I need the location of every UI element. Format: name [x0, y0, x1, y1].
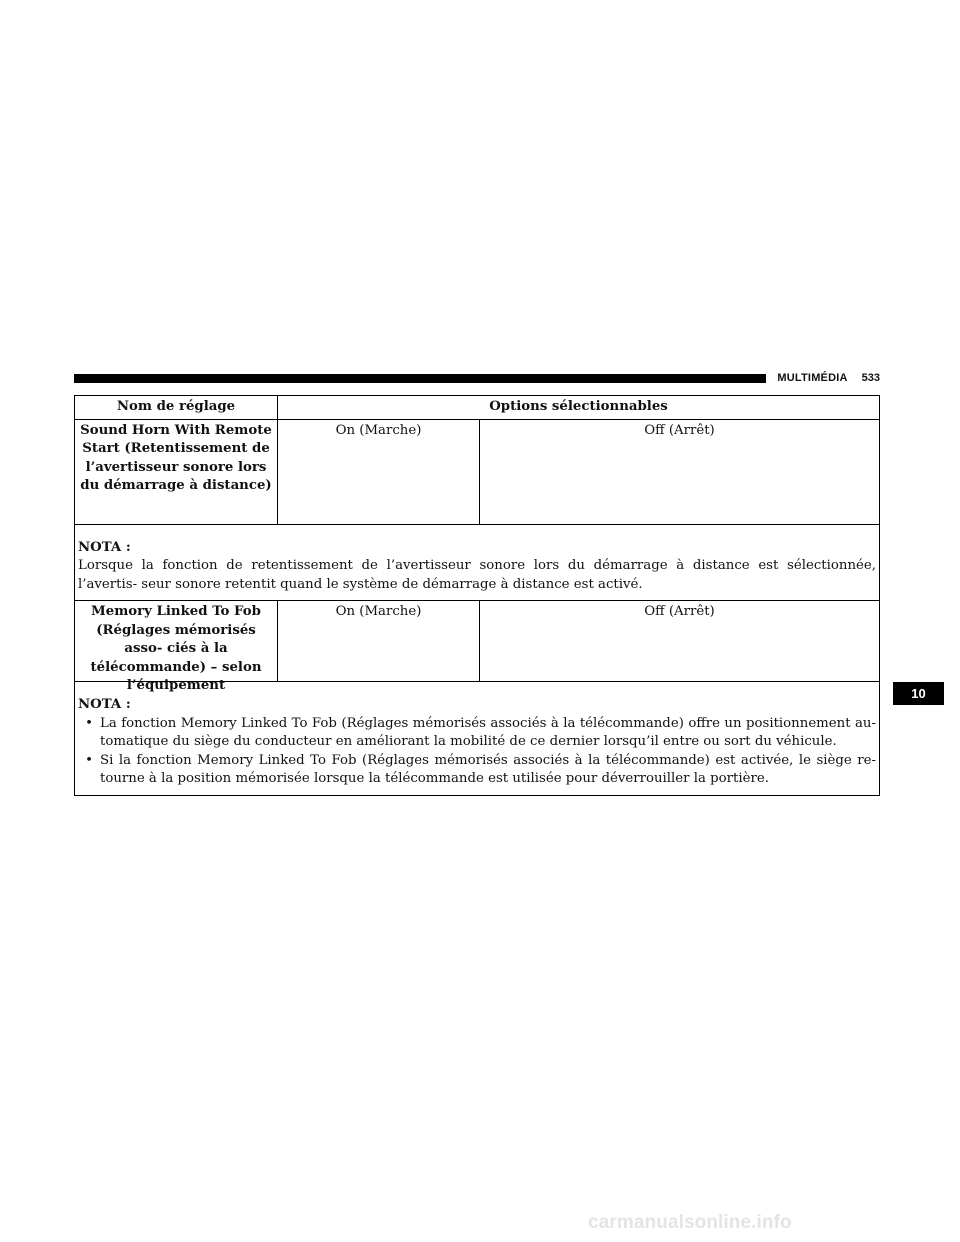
page-number: 533 — [861, 372, 880, 384]
table-row — [75, 420, 879, 525]
setting-name: Memory Linked To Fob (Réglages mémorisés asso- ciés à la télécommande) – selon l’équipement — [75, 601, 278, 681]
column-header-setting-name: Nom de réglage — [75, 396, 278, 419]
chapter-tab: 10 — [893, 682, 944, 705]
option-cell: On (Marche) — [278, 420, 480, 524]
page-header — [74, 370, 880, 386]
bullet-icon: • — [85, 752, 93, 768]
note-title: NOTA : — [78, 539, 131, 555]
table-row — [75, 601, 879, 693]
settings-table — [74, 395, 880, 796]
list-item — [78, 752, 876, 789]
column-header-options: Options sélectionnables — [489, 399, 668, 414]
note-row — [75, 525, 879, 602]
option-cell: Off (Arrêt) — [644, 604, 715, 619]
bullet-text: La fonction Memory Linked To Fob (Réglages mémorisés associés à la télécommande) offre un positionnement au- tomatique du siège du conducteur en améliorant la mobilité de ce dernier lorsqu’il entre ou sort du véhicule. — [100, 715, 876, 749]
section-title: MULTIMÉDIA — [777, 372, 848, 384]
bullet-icon: • — [85, 715, 93, 731]
table-header-row — [75, 396, 879, 420]
watermark: carmanualsonline.info — [588, 1212, 792, 1233]
header-rule — [74, 374, 766, 383]
list-item — [78, 715, 876, 752]
note-title: NOTA : — [78, 697, 131, 712]
note-text: Lorsque la fonction de retentissement de l’avertisseur sonore lors du démarrage à distance est sélectionnée, l’avertis- seur sonore retentit quand le système de démarrage à distance est activé. — [78, 558, 876, 592]
option-cell: Off (Arrêt) — [644, 422, 715, 438]
option-cell: On (Marche) — [278, 601, 480, 681]
note — [75, 525, 879, 601]
setting-name: Sound Horn With Remote Start (Retentissement de l’avertisseur sonore lors du démarrage à distance) — [75, 420, 278, 524]
bullet-text: Si la fonction Memory Linked To Fob (Réglages mémorisés associés à la télécommande) est activée, le siège re- tourne à la position mémorisée lorsque la télécommande est utilisée pour déverrouiller la portière. — [100, 752, 876, 786]
note-row — [75, 682, 879, 795]
note — [75, 682, 879, 795]
